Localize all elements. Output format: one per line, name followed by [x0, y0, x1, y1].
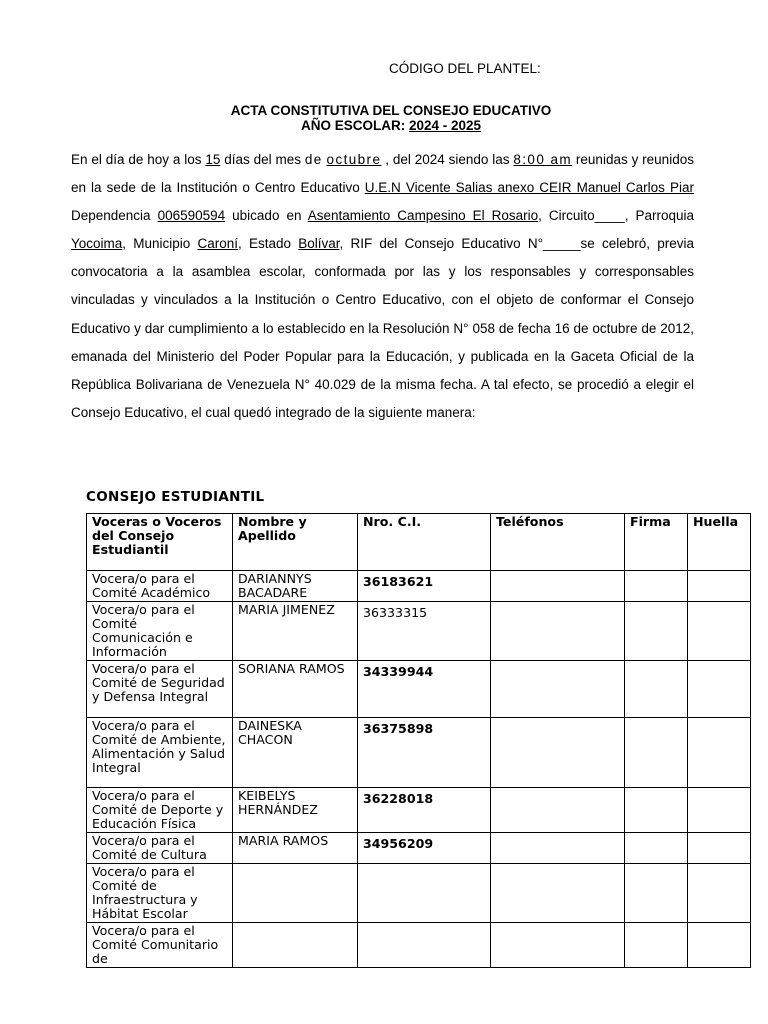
- signature-cell: [625, 718, 688, 788]
- time-value: 8:00 am: [513, 152, 573, 167]
- name-cell: SORIANA RAMOS: [233, 661, 358, 718]
- ci-cell: [358, 864, 491, 923]
- body-text: , Circuito____, Parroquia: [538, 208, 694, 224]
- fingerprint-cell: [688, 718, 751, 788]
- month-value: octubre: [326, 152, 382, 167]
- phone-cell: [491, 923, 625, 968]
- table-row: [87, 788, 751, 833]
- fingerprint-cell: [688, 833, 751, 864]
- ci-cell: [358, 923, 491, 968]
- ci-cell: 34339944: [358, 661, 491, 718]
- phone-cell: [491, 571, 625, 602]
- role-cell: Vocera/o para el Comité Comunitario de: [87, 923, 233, 968]
- ci-cell: 36333315: [358, 602, 491, 661]
- table-header-row: [87, 514, 751, 571]
- role-cell: Vocera/o para el Comité de Ambiente, Alimentación y Salud Integral: [87, 718, 233, 788]
- student-council-table: [86, 513, 751, 968]
- role-cell: Vocera/o para el Comité de Cultura: [87, 833, 233, 864]
- role-cell: Vocera/o para el Comité de Infraestructura y Hábitat Escolar: [87, 864, 233, 923]
- signature-cell: [625, 571, 688, 602]
- day-value: 15: [205, 152, 221, 167]
- signature-cell: [625, 661, 688, 718]
- body-text: , Estado: [238, 236, 299, 252]
- phone-cell: [491, 602, 625, 661]
- body-text: En el día de hoy a los: [71, 152, 206, 167]
- table-row: [87, 602, 751, 661]
- table-row: [87, 864, 751, 923]
- school-code-label: CÓDIGO DEL PLANTEL:: [389, 61, 541, 76]
- state-value: Bolívar: [298, 236, 340, 252]
- ci-cell: 34956209: [358, 833, 491, 864]
- table-row: [87, 923, 751, 968]
- table-row: [87, 571, 751, 602]
- body-paragraph: [71, 146, 694, 427]
- body-text: ubicado en: [225, 208, 308, 224]
- body-text: Dependencia: [71, 208, 158, 224]
- body-text: días del mes: [220, 152, 305, 167]
- column-header-name: Nombre y Apellido: [233, 514, 358, 571]
- parish-value: Yocoima: [71, 236, 123, 252]
- name-cell: [233, 864, 358, 923]
- body-text: de: [304, 152, 323, 167]
- phone-cell: [491, 864, 625, 923]
- ci-cell: 36183621: [358, 571, 491, 602]
- signature-cell: [625, 923, 688, 968]
- fingerprint-cell: [688, 602, 751, 661]
- table-row: [87, 718, 751, 788]
- dependency-value: 006590594: [157, 208, 226, 224]
- name-cell: [233, 923, 358, 968]
- name-cell: KEIBELYS HERNÁNDEZ: [233, 788, 358, 833]
- role-cell: Vocera/o para el Comité de Seguridad y Defensa Integral: [87, 661, 233, 718]
- ci-cell: 36228018: [358, 788, 491, 833]
- phone-cell: [491, 788, 625, 833]
- fingerprint-cell: [688, 661, 751, 718]
- name-cell: MARIA RAMOS: [233, 833, 358, 864]
- name-cell: DAINESKA CHACON: [233, 718, 358, 788]
- name-cell: MARIA JIMENEZ: [233, 602, 358, 661]
- document-title: [0, 103, 768, 133]
- fingerprint-cell: [688, 788, 751, 833]
- column-header-signature: Firma: [625, 514, 688, 571]
- signature-cell: [625, 602, 688, 661]
- table-row: [87, 833, 751, 864]
- school-year-label: AÑO ESCOLAR:: [300, 118, 406, 133]
- column-header-phones: Teléfonos: [491, 514, 625, 571]
- body-text: , del 2024 siendo las: [385, 152, 514, 167]
- body-text: reunidas y reunidos en la sede de la Institución o Centro Educativo: [71, 152, 694, 196]
- column-header-role: Voceras o Voceros del Consejo Estudiantil: [87, 514, 233, 571]
- title-line-2: [14, 118, 768, 133]
- name-cell: DARIANNYS BACADARE: [233, 571, 358, 602]
- ci-cell: 36375898: [358, 718, 491, 788]
- column-header-fingerprint: Huella: [688, 514, 751, 571]
- phone-cell: [491, 661, 625, 718]
- role-cell: Vocera/o para el Comité Comunicación e Información: [87, 602, 233, 661]
- body-text: , RIF del Consejo Educativo N°_____se celebró, previa convocatoria a la asamblea escolar, conformada por las y los responsables y corresponsables vinculadas y vinculados a la Institución o Centro Educativo, con el objeto de conformar el Consejo Educativo y dar cumplimiento a lo establecido en la Resolución N° 058 de fecha 16 de octubre de 2012, emanada del Ministerio del Poder Popular para la Educación, y publicada en la Gaceta Oficial de la República Bolivariana de Venezuela N° 40.029 de la misma fecha. A tal efecto, se procedió a elegir el Consejo Educativo, el cual quedó integrado de la siguiente manera:: [71, 236, 694, 420]
- school-year-value: 2024 - 2025: [408, 118, 482, 133]
- title-line-1: ACTA CONSTITUTIVA DEL CONSEJO EDUCATIVO: [230, 103, 552, 118]
- fingerprint-cell: [688, 923, 751, 968]
- signature-cell: [625, 864, 688, 923]
- phone-cell: [491, 833, 625, 864]
- location-value: Asentamiento Campesino El Rosario: [307, 208, 539, 224]
- institution-value: U.E.N Vicente Salias anexo CEIR Manuel Carlos Piar: [364, 180, 694, 196]
- section-title: CONSEJO ESTUDIANTIL: [86, 489, 265, 505]
- role-cell: Vocera/o para el Comité Académico: [87, 571, 233, 602]
- fingerprint-cell: [688, 864, 751, 923]
- phone-cell: [491, 718, 625, 788]
- signature-cell: [625, 833, 688, 864]
- fingerprint-cell: [688, 571, 751, 602]
- municipality-value: Caroní: [197, 236, 239, 252]
- body-text: , Municipio: [122, 236, 198, 252]
- role-cell: Vocera/o para el Comité de Deporte y Educación Física: [87, 788, 233, 833]
- table-row: [87, 661, 751, 718]
- column-header-ci: Nro. C.I.: [358, 514, 491, 571]
- signature-cell: [625, 788, 688, 833]
